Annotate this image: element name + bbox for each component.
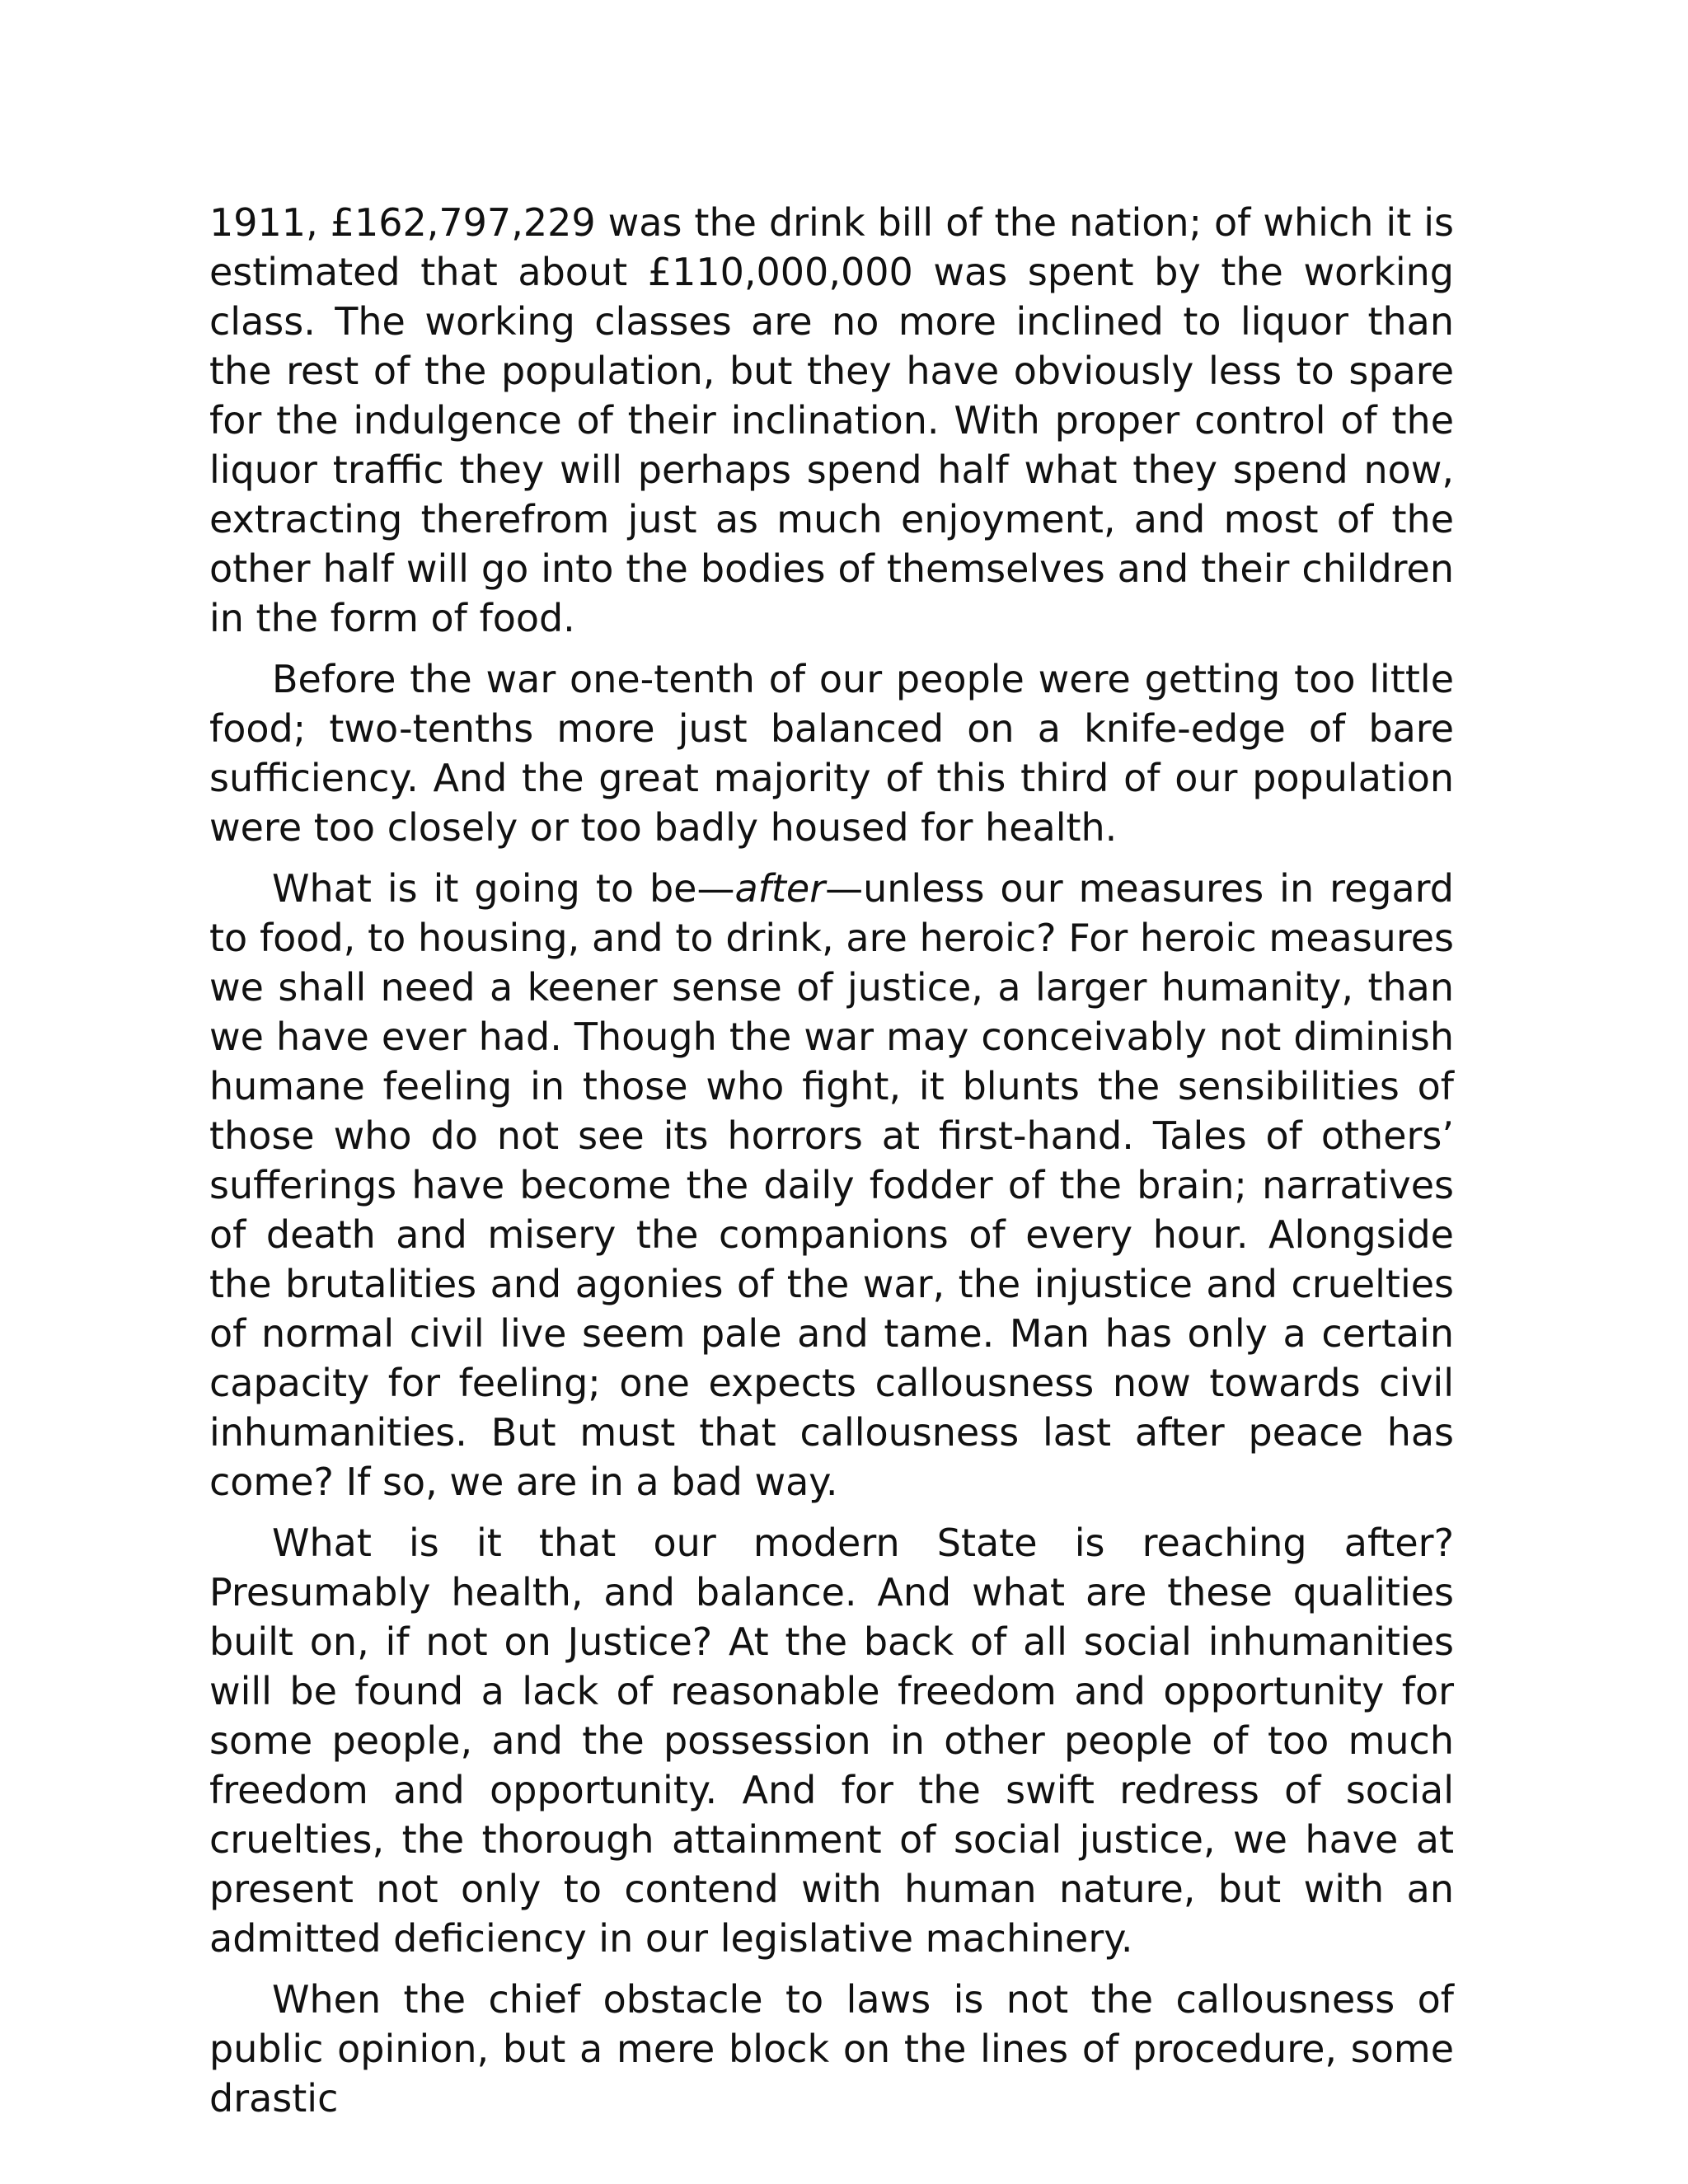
page-body	[209, 198, 1454, 2135]
emphasis-after: after	[734, 866, 826, 911]
paragraph-after-the-war	[209, 864, 1454, 1507]
paragraph-food-shortage: Before the war one-tenth of our people were getting too little food; two-tenths more just balanced on a knife-edge of bare sufficiency. And the great majority of this third of our population were too closely or too badly housed for health.	[209, 657, 1454, 850]
paragraph-modern-state: What is it that our modern State is reaching after? Presumably health, and balance. And what are these qualities built on, if not on Justice? At the back of all social inhumanities will be found a lack of reasonable freedom and opportunity for some people, and the possession in other people of too much freedom and opportunity. And for the swift redress of social cruelties, the thorough attainment of social justice, we have at present not only to contend with human nature, but with an admitted deficiency in our legislative machinery.	[209, 1521, 1454, 1961]
paragraph-after-lead: What is it going to be—	[272, 866, 735, 911]
paragraph-after-rest: —unless our measures in regard to food, to housing, and to drink, are heroic? For heroic measures we shall need a keener sense of justice, a larger humanity, than we have ever had. Though the war may conceivably not diminish humane feeling in those who fight, it blunts the sensibilities of those who do not see its horrors at first-hand. Tales of others’ sufferings have become the daily fodder of the brain; narratives of death and misery the companions of every hour. Alongside the brutalities and agonies of the war, the injustice and cruelties of normal civil live seem pale and tame. Man has only a certain capacity for feeling; one expects callousness now towards civil inhumanities. But must that callousness last after peace has come? If so, we are in a bad way.	[209, 866, 1454, 1504]
paragraph-chief-obstacle: When the chief obstacle to laws is not the callousness of public opinion, but a mere block on the lines of procedure, some drastic	[209, 1977, 1454, 2121]
paragraph-drink-bill: 1911, £162,797,229 was the drink bill of the nation; of which it is estimated that about £110,000,000 was spent by the working class. The working classes are no more inclined to liquor than the rest of the population, but they have obviously less to spare for the indulgence of their inclination. With proper control of the liquor traffic they will perhaps spend half what they spend now, extracting therefrom just as much enjoyment, and most of the other half will go into the bodies of themselves and their children in the form of food.	[209, 200, 1454, 640]
